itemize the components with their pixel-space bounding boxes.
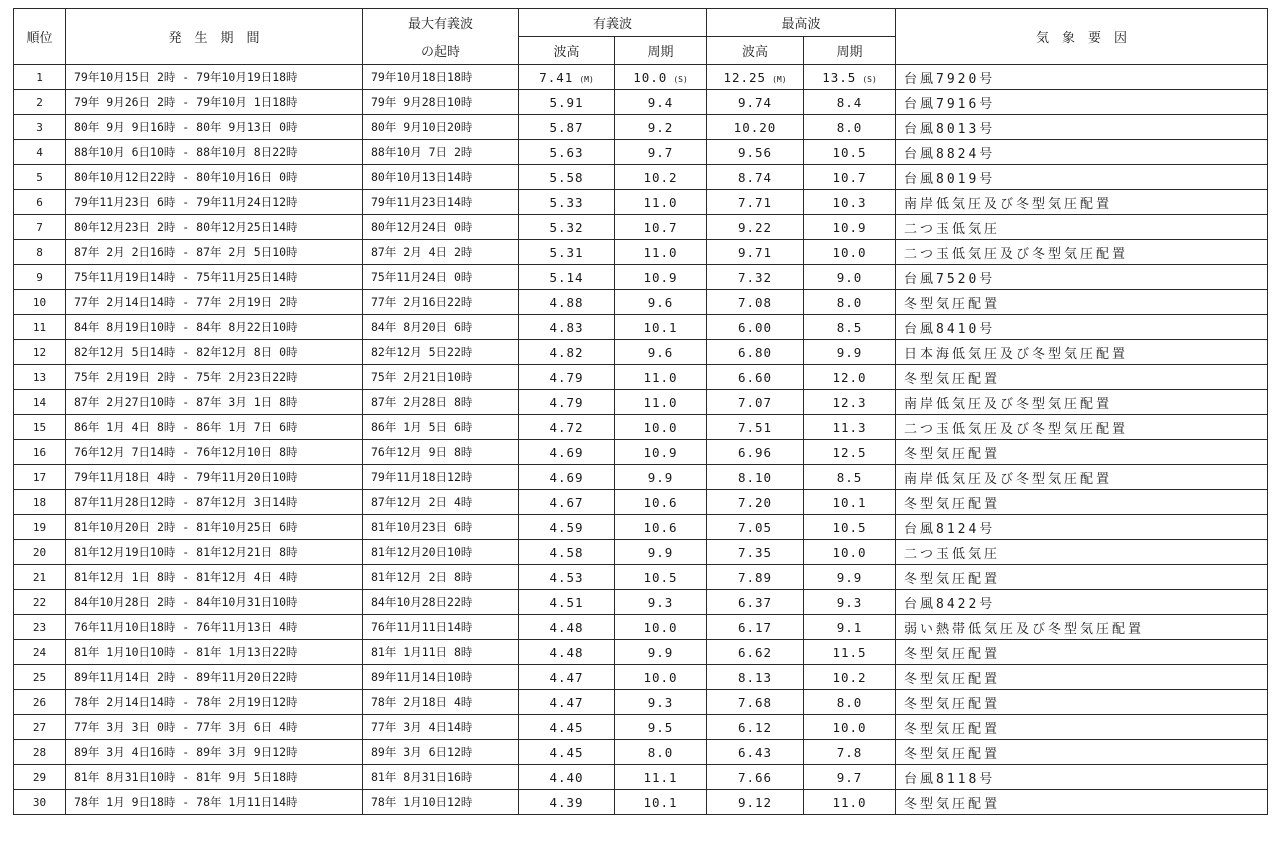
period-cell: 82年12月 5日14時 - 82年12月 8日 0時 (66, 340, 363, 365)
max-height-cell: 7.35 (707, 540, 804, 565)
table-row (14, 315, 1268, 340)
max-period-cell: 10.1 (804, 490, 896, 515)
sig-period-cell: 9.2 (615, 115, 707, 140)
max-period-cell: 10.0 (804, 240, 896, 265)
sig-height-cell: 4.82 (519, 340, 615, 365)
period-cell: 81年 8月31日10時 - 81年 9月 5日18時 (66, 765, 363, 790)
sig-period-cell: 10.5 (615, 565, 707, 590)
peak-time-cell: 88年10月 7日 2時 (363, 140, 519, 165)
table-row (14, 165, 1268, 190)
sig-period-cell: 10.0 (615, 415, 707, 440)
cause-cell: 二つ玉低気圧 (896, 540, 1268, 565)
header-peak-line2: の起時 (363, 37, 519, 65)
rank-cell: 26 (14, 690, 66, 715)
rank-cell: 16 (14, 440, 66, 465)
peak-time-cell: 80年12月24日 0時 (363, 215, 519, 240)
peak-time-cell: 81年12月20日10時 (363, 540, 519, 565)
rank-cell: 28 (14, 740, 66, 765)
max-height-cell: 8.13 (707, 665, 804, 690)
table-row (14, 365, 1268, 390)
rank-cell: 2 (14, 90, 66, 115)
cause-cell: 弱い熱帯低気圧及び冬型気圧配置 (896, 615, 1268, 640)
header-max-period: 周期 (804, 37, 896, 65)
max-period-cell: 12.0 (804, 365, 896, 390)
sig-period-cell: 11.0 (615, 190, 707, 215)
max-period-cell: 9.3 (804, 590, 896, 615)
period-cell: 89年 3月 4日16時 - 89年 3月 9日12時 (66, 740, 363, 765)
rank-cell: 20 (14, 540, 66, 565)
max-period-cell: 8.5 (804, 465, 896, 490)
cause-cell: 冬型気圧配置 (896, 790, 1268, 815)
wave-ranking-sheet (13, 8, 1268, 815)
table-row (14, 665, 1268, 690)
period-cell: 79年11月18日 4時 - 79年11月20日10時 (66, 465, 363, 490)
table-row (14, 465, 1268, 490)
unit-label: (S) (862, 74, 877, 84)
cause-cell: 台風8019号 (896, 165, 1268, 190)
max-height-cell: 6.60 (707, 365, 804, 390)
max-height-cell: 7.89 (707, 565, 804, 590)
rank-cell: 24 (14, 640, 66, 665)
sig-height-cell: 4.45 (519, 740, 615, 765)
sig-height-cell: 4.47 (519, 690, 615, 715)
peak-time-cell: 89年11月14日10時 (363, 665, 519, 690)
max-height-cell: 7.07 (707, 390, 804, 415)
rank-cell: 25 (14, 665, 66, 690)
sig-period-cell: 8.0 (615, 740, 707, 765)
header-rank: 順位 (14, 9, 66, 65)
max-height-cell: 9.71 (707, 240, 804, 265)
rank-cell: 5 (14, 165, 66, 190)
sig-period-cell: 10.0 (615, 665, 707, 690)
period-cell: 80年 9月 9日16時 - 80年 9月13日 0時 (66, 115, 363, 140)
table-row (14, 765, 1268, 790)
sig-period-cell: 10.2 (615, 165, 707, 190)
max-period-cell: 8.4 (804, 90, 896, 115)
table-row (14, 265, 1268, 290)
sig-height-cell: 5.91 (519, 90, 615, 115)
sig-period-cell: 9.5 (615, 715, 707, 740)
peak-time-cell: 81年 1月11日 8時 (363, 640, 519, 665)
sig-height-cell: 5.33 (519, 190, 615, 215)
peak-time-cell: 79年11月18日12時 (363, 465, 519, 490)
sig-period-cell: 10.1 (615, 790, 707, 815)
rank-cell: 8 (14, 240, 66, 265)
max-height-cell: 8.74 (707, 165, 804, 190)
cause-cell: 冬型気圧配置 (896, 665, 1268, 690)
sig-period-cell: 9.9 (615, 640, 707, 665)
sig-height-cell: 4.69 (519, 440, 615, 465)
table-row (14, 565, 1268, 590)
header-significant-wave: 有義波 (519, 9, 707, 37)
table-row (14, 790, 1268, 815)
cause-cell: 冬型気圧配置 (896, 290, 1268, 315)
cause-cell: 台風7920号 (896, 65, 1268, 90)
max-period-cell: 9.0 (804, 265, 896, 290)
sig-period-cell: 9.3 (615, 690, 707, 715)
sig-height-cell: 5.32 (519, 215, 615, 240)
table-row (14, 740, 1268, 765)
period-cell: 79年10月15日 2時 - 79年10月19日18時 (66, 65, 363, 90)
header-sig-height: 波高 (519, 37, 615, 65)
period-cell: 75年 2月19日 2時 - 75年 2月23日22時 (66, 365, 363, 390)
sig-period-cell: 10.7 (615, 215, 707, 240)
table-row (14, 615, 1268, 640)
peak-time-cell: 86年 1月 5日 6時 (363, 415, 519, 440)
sig-period-cell: 11.1 (615, 765, 707, 790)
rank-cell: 30 (14, 790, 66, 815)
sig-period-cell: 9.3 (615, 590, 707, 615)
max-height-cell: 7.51 (707, 415, 804, 440)
rank-cell: 27 (14, 715, 66, 740)
sig-period-cell: 9.4 (615, 90, 707, 115)
table-row (14, 540, 1268, 565)
max-height-cell: 6.96 (707, 440, 804, 465)
sig-period-cell: 10.6 (615, 515, 707, 540)
table-row (14, 390, 1268, 415)
cause-cell: 冬型気圧配置 (896, 440, 1268, 465)
sig-height-cell: 4.40 (519, 765, 615, 790)
period-cell: 87年11月28日12時 - 87年12月 3日14時 (66, 490, 363, 515)
max-height-cell: 6.00 (707, 315, 804, 340)
peak-time-cell: 87年 2月28日 8時 (363, 390, 519, 415)
sig-height-cell: 4.67 (519, 490, 615, 515)
sig-height-cell: 4.39 (519, 790, 615, 815)
max-period-cell: 11.0 (804, 790, 896, 815)
max-period-cell: 9.9 (804, 340, 896, 365)
peak-time-cell: 81年10月23日 6時 (363, 515, 519, 540)
rank-cell: 18 (14, 490, 66, 515)
sig-height-cell: 4.53 (519, 565, 615, 590)
max-period-cell: 9.7 (804, 765, 896, 790)
cause-cell: 冬型気圧配置 (896, 740, 1268, 765)
max-height-cell: 10.20 (707, 115, 804, 140)
max-period-cell: 10.2 (804, 665, 896, 690)
rank-cell: 23 (14, 615, 66, 640)
max-period-cell: 10.9 (804, 215, 896, 240)
peak-time-cell: 81年 8月31日16時 (363, 765, 519, 790)
table-row (14, 215, 1268, 240)
header-period: 発 生 期 間 (66, 9, 363, 65)
period-cell: 86年 1月 4日 8時 - 86年 1月 7日 6時 (66, 415, 363, 440)
max-height-cell: 12.25 (M) (707, 65, 804, 90)
max-height-cell: 6.37 (707, 590, 804, 615)
peak-time-cell: 78年 1月10日12時 (363, 790, 519, 815)
sig-height-cell: 5.58 (519, 165, 615, 190)
period-cell: 76年12月 7日14時 - 76年12月10日 8時 (66, 440, 363, 465)
cause-cell: 台風8013号 (896, 115, 1268, 140)
rank-cell: 29 (14, 765, 66, 790)
rank-cell: 7 (14, 215, 66, 240)
max-period-cell: 10.7 (804, 165, 896, 190)
cause-cell: 台風7520号 (896, 265, 1268, 290)
sig-period-cell: 9.9 (615, 465, 707, 490)
max-period-cell: 10.5 (804, 515, 896, 540)
max-period-cell: 11.3 (804, 415, 896, 440)
table-row (14, 515, 1268, 540)
cause-cell: 台風8124号 (896, 515, 1268, 540)
max-height-cell: 9.56 (707, 140, 804, 165)
table-row (14, 240, 1268, 265)
peak-time-cell: 76年11月11日14時 (363, 615, 519, 640)
table-row (14, 340, 1268, 365)
max-height-cell: 9.12 (707, 790, 804, 815)
cause-cell: 二つ玉低気圧及び冬型気圧配置 (896, 415, 1268, 440)
table-row (14, 715, 1268, 740)
sig-height-cell: 4.48 (519, 615, 615, 640)
rank-cell: 4 (14, 140, 66, 165)
cause-cell: 二つ玉低気圧 (896, 215, 1268, 240)
rank-cell: 6 (14, 190, 66, 215)
sig-height-cell: 4.48 (519, 640, 615, 665)
sig-period-cell: 9.6 (615, 340, 707, 365)
table-row (14, 65, 1268, 90)
sig-height-cell: 5.31 (519, 240, 615, 265)
sig-period-cell: 10.0 (615, 615, 707, 640)
sig-height-cell: 4.83 (519, 315, 615, 340)
period-cell: 79年11月23日 6時 - 79年11月24日12時 (66, 190, 363, 215)
max-height-cell: 6.12 (707, 715, 804, 740)
max-period-cell: 9.9 (804, 565, 896, 590)
sig-height-cell: 4.45 (519, 715, 615, 740)
table-body (14, 65, 1268, 815)
peak-time-cell: 84年10月28日22時 (363, 590, 519, 615)
max-height-cell: 7.05 (707, 515, 804, 540)
header-sig-period: 周期 (615, 37, 707, 65)
max-period-cell: 12.3 (804, 390, 896, 415)
period-cell: 87年 2月27日10時 - 87年 3月 1日 8時 (66, 390, 363, 415)
table-row (14, 115, 1268, 140)
period-cell: 78年 1月 9日18時 - 78年 1月11日14時 (66, 790, 363, 815)
table-row (14, 190, 1268, 215)
rank-cell: 12 (14, 340, 66, 365)
max-period-cell: 12.5 (804, 440, 896, 465)
max-period-cell: 13.5 (S) (804, 65, 896, 90)
rank-cell: 17 (14, 465, 66, 490)
sig-period-cell: 11.0 (615, 390, 707, 415)
period-cell: 75年11月19日14時 - 75年11月25日14時 (66, 265, 363, 290)
max-height-cell: 7.66 (707, 765, 804, 790)
sig-height-cell: 4.47 (519, 665, 615, 690)
rank-cell: 11 (14, 315, 66, 340)
table-row (14, 640, 1268, 665)
sig-height-cell: 4.79 (519, 390, 615, 415)
period-cell: 87年 2月 2日16時 - 87年 2月 5日10時 (66, 240, 363, 265)
peak-time-cell: 78年 2月18日 4時 (363, 690, 519, 715)
header-cause: 気 象 要 因 (896, 9, 1268, 65)
peak-time-cell: 82年12月 5日22時 (363, 340, 519, 365)
cause-cell: 台風8422号 (896, 590, 1268, 615)
sig-period-cell: 10.6 (615, 490, 707, 515)
period-cell: 81年10月20日 2時 - 81年10月25日 6時 (66, 515, 363, 540)
max-period-cell: 10.3 (804, 190, 896, 215)
period-cell: 78年 2月14日14時 - 78年 2月19日12時 (66, 690, 363, 715)
cause-cell: 二つ玉低気圧及び冬型気圧配置 (896, 240, 1268, 265)
max-height-cell: 6.62 (707, 640, 804, 665)
period-cell: 77年 3月 3日 0時 - 77年 3月 6日 4時 (66, 715, 363, 740)
sig-period-cell: 10.1 (615, 315, 707, 340)
cause-cell: 冬型気圧配置 (896, 715, 1268, 740)
rank-cell: 22 (14, 590, 66, 615)
peak-time-cell: 75年 2月21日10時 (363, 365, 519, 390)
sig-height-cell: 4.51 (519, 590, 615, 615)
sig-height-cell: 5.63 (519, 140, 615, 165)
peak-time-cell: 87年12月 2日 4時 (363, 490, 519, 515)
period-cell: 80年10月12日22時 - 80年10月16日 0時 (66, 165, 363, 190)
peak-time-cell: 87年 2月 4日 2時 (363, 240, 519, 265)
cause-cell: 冬型気圧配置 (896, 565, 1268, 590)
max-height-cell: 7.71 (707, 190, 804, 215)
period-cell: 88年10月 6日10時 - 88年10月 8日22時 (66, 140, 363, 165)
period-cell: 89年11月14日 2時 - 89年11月20日22時 (66, 665, 363, 690)
period-cell: 76年11月10日18時 - 76年11月13日 4時 (66, 615, 363, 640)
cause-cell: 台風8824号 (896, 140, 1268, 165)
max-period-cell: 9.1 (804, 615, 896, 640)
cause-cell: 台風8410号 (896, 315, 1268, 340)
sig-height-cell: 4.58 (519, 540, 615, 565)
max-period-cell: 8.5 (804, 315, 896, 340)
max-period-cell: 8.0 (804, 290, 896, 315)
sig-period-cell: 11.0 (615, 365, 707, 390)
max-period-cell: 7.8 (804, 740, 896, 765)
cause-cell: 南岸低気圧及び冬型気圧配置 (896, 190, 1268, 215)
max-height-cell: 8.10 (707, 465, 804, 490)
max-period-cell: 10.0 (804, 540, 896, 565)
sig-period-cell: 9.6 (615, 290, 707, 315)
peak-time-cell: 84年 8月20日 6時 (363, 315, 519, 340)
rank-cell: 3 (14, 115, 66, 140)
rank-cell: 15 (14, 415, 66, 440)
wave-ranking-table (13, 8, 1268, 815)
table-row (14, 140, 1268, 165)
peak-time-cell: 75年11月24日 0時 (363, 265, 519, 290)
cause-cell: 台風8118号 (896, 765, 1268, 790)
period-cell: 81年12月19日10時 - 81年12月21日 8時 (66, 540, 363, 565)
max-height-cell: 7.68 (707, 690, 804, 715)
sig-period-cell: 11.0 (615, 240, 707, 265)
table-row (14, 440, 1268, 465)
rank-cell: 13 (14, 365, 66, 390)
sig-height-cell: 4.59 (519, 515, 615, 540)
header-max-wave: 最高波 (707, 9, 896, 37)
sig-height-cell: 5.87 (519, 115, 615, 140)
max-period-cell: 11.5 (804, 640, 896, 665)
period-cell: 81年 1月10日10時 - 81年 1月13日22時 (66, 640, 363, 665)
cause-cell: 台風7916号 (896, 90, 1268, 115)
peak-time-cell: 77年 2月16日22時 (363, 290, 519, 315)
peak-time-cell: 80年 9月10日20時 (363, 115, 519, 140)
peak-time-cell: 79年11月23日14時 (363, 190, 519, 215)
cause-cell: 冬型気圧配置 (896, 365, 1268, 390)
peak-time-cell: 81年12月 2日 8時 (363, 565, 519, 590)
table-row (14, 490, 1268, 515)
cause-cell: 南岸低気圧及び冬型気圧配置 (896, 390, 1268, 415)
peak-time-cell: 80年10月13日14時 (363, 165, 519, 190)
sig-height-cell: 7.41 (M) (519, 65, 615, 90)
sig-period-cell: 9.7 (615, 140, 707, 165)
period-cell: 79年 9月26日 2時 - 79年10月 1日18時 (66, 90, 363, 115)
max-period-cell: 10.0 (804, 715, 896, 740)
table-row (14, 590, 1268, 615)
period-cell: 84年10月28日 2時 - 84年10月31日10時 (66, 590, 363, 615)
max-period-cell: 8.0 (804, 690, 896, 715)
unit-label: (S) (673, 74, 688, 84)
rank-cell: 1 (14, 65, 66, 90)
sig-height-cell: 4.69 (519, 465, 615, 490)
rank-cell: 21 (14, 565, 66, 590)
unit-label: (M) (772, 74, 787, 84)
max-height-cell: 6.80 (707, 340, 804, 365)
max-height-cell: 6.17 (707, 615, 804, 640)
sig-period-cell: 9.9 (615, 540, 707, 565)
period-cell: 77年 2月14日14時 - 77年 2月19日 2時 (66, 290, 363, 315)
unit-label: (M) (579, 74, 594, 84)
header-peak-line1: 最大有義波 (363, 9, 519, 37)
sig-height-cell: 4.88 (519, 290, 615, 315)
max-height-cell: 7.32 (707, 265, 804, 290)
period-cell: 81年12月 1日 8時 - 81年12月 4日 4時 (66, 565, 363, 590)
sig-height-cell: 4.72 (519, 415, 615, 440)
sig-period-cell: 10.0 (S) (615, 65, 707, 90)
cause-cell: 冬型気圧配置 (896, 690, 1268, 715)
peak-time-cell: 77年 3月 4日14時 (363, 715, 519, 740)
cause-cell: 冬型気圧配置 (896, 640, 1268, 665)
cause-cell: 日本海低気圧及び冬型気圧配置 (896, 340, 1268, 365)
header-max-height: 波高 (707, 37, 804, 65)
table-row (14, 690, 1268, 715)
period-cell: 84年 8月19日10時 - 84年 8月22日10時 (66, 315, 363, 340)
table-row (14, 90, 1268, 115)
table-header (14, 9, 1268, 65)
max-height-cell: 7.20 (707, 490, 804, 515)
peak-time-cell: 79年10月18日18時 (363, 65, 519, 90)
max-period-cell: 8.0 (804, 115, 896, 140)
max-period-cell: 10.5 (804, 140, 896, 165)
table-row (14, 290, 1268, 315)
rank-cell: 10 (14, 290, 66, 315)
max-height-cell: 6.43 (707, 740, 804, 765)
period-cell: 80年12月23日 2時 - 80年12月25日14時 (66, 215, 363, 240)
sig-period-cell: 10.9 (615, 265, 707, 290)
sig-height-cell: 4.79 (519, 365, 615, 390)
rank-cell: 14 (14, 390, 66, 415)
sig-height-cell: 5.14 (519, 265, 615, 290)
peak-time-cell: 76年12月 9日 8時 (363, 440, 519, 465)
max-height-cell: 9.74 (707, 90, 804, 115)
rank-cell: 19 (14, 515, 66, 540)
rank-cell: 9 (14, 265, 66, 290)
max-height-cell: 7.08 (707, 290, 804, 315)
peak-time-cell: 89年 3月 6日12時 (363, 740, 519, 765)
sig-period-cell: 10.9 (615, 440, 707, 465)
max-height-cell: 9.22 (707, 215, 804, 240)
cause-cell: 冬型気圧配置 (896, 490, 1268, 515)
peak-time-cell: 79年 9月28日10時 (363, 90, 519, 115)
cause-cell: 南岸低気圧及び冬型気圧配置 (896, 465, 1268, 490)
table-row (14, 415, 1268, 440)
